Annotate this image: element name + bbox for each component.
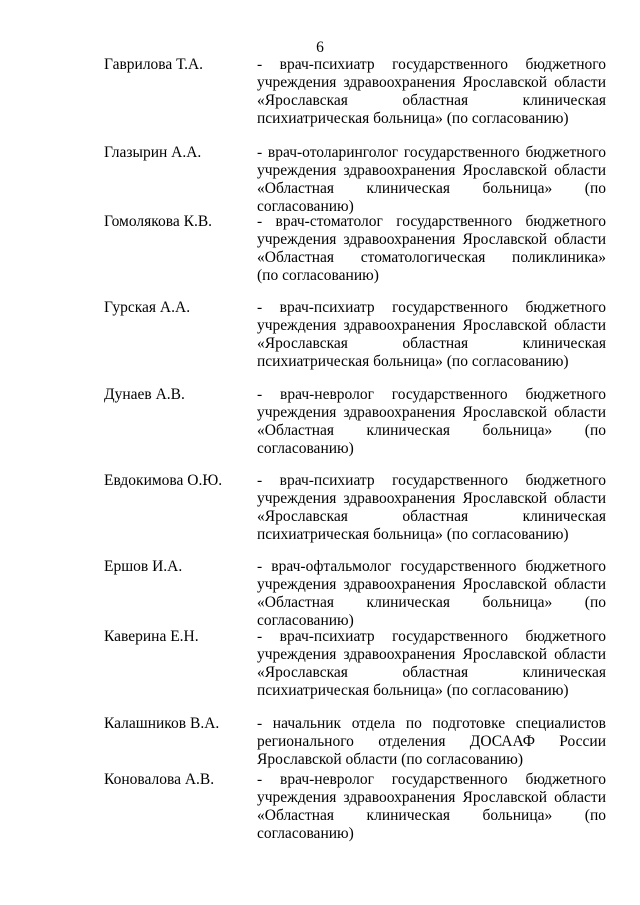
position-line: регионального отделения ДОСААФ России xyxy=(257,733,606,750)
position-line: учреждения здравоохранения Ярославской области xyxy=(257,231,606,248)
position-line: - врач-психиатр государственного бюджетного xyxy=(257,299,606,316)
position-line: Ярославской области (по согласованию) xyxy=(257,751,524,768)
member-name: Евдокимова О.Ю. xyxy=(104,472,223,489)
member-name: Коновалова А.В. xyxy=(104,771,215,788)
position-line: психиатрическая больница» (по согласованию) xyxy=(257,526,569,543)
position-line: «Областная клиническая больница» (по согласованию) xyxy=(257,594,606,629)
position-line: согласованию) xyxy=(257,440,354,457)
member-name: Каверина Е.Н. xyxy=(104,628,199,645)
position-line: - врач-офтальмолог государственного бюджетного xyxy=(257,558,606,575)
member-name: Калашников В.А. xyxy=(104,715,220,732)
member-position xyxy=(257,299,606,371)
position-line: - врач-психиатр государственного бюджетного xyxy=(257,628,606,645)
position-line: (по согласованию) xyxy=(257,267,379,284)
member-position xyxy=(257,771,606,843)
position-line: - врач-невролог государственного бюджетного xyxy=(257,771,606,788)
member-position xyxy=(257,386,606,458)
member-position xyxy=(257,715,606,769)
position-line: «Областная клиническая больница» (по xyxy=(257,422,606,439)
member-position xyxy=(257,213,606,285)
position-line: - врач-стоматолог государственного бюджетного xyxy=(257,213,606,230)
position-line: учреждения здравоохранения Ярославской области xyxy=(257,576,606,593)
member-name: Гаврилова Т.А. xyxy=(104,56,204,73)
position-line: учреждения здравоохранения Ярославской области xyxy=(257,74,606,91)
member-position xyxy=(257,144,606,215)
position-line: психиатрическая больница» (по согласованию) xyxy=(257,353,569,370)
position-line: учреждения здравоохранения Ярославской области xyxy=(257,490,606,507)
position-line: учреждения здравоохранения Ярославской области xyxy=(257,404,606,421)
member-position xyxy=(257,628,606,700)
position-line: «Ярославская областная клиническая xyxy=(257,664,606,681)
member-name: Ершов И.А. xyxy=(104,558,183,575)
member-name: Гомолякова К.В. xyxy=(104,213,213,230)
page-number: 6 xyxy=(316,39,324,56)
member-name: Дунаев А.В. xyxy=(104,386,185,403)
position-line: «Ярославская областная клиническая xyxy=(257,335,606,352)
position-line: «Областная клиническая больница» (по xyxy=(257,807,606,824)
position-line: учреждения здравоохранения Ярославской области xyxy=(257,789,606,806)
position-line: учреждения здравоохранения Ярославской области xyxy=(257,317,606,334)
member-name: Глазырин А.А. xyxy=(104,144,202,161)
position-line: «Ярославская областная клиническая xyxy=(257,92,606,109)
position-line: - врач-психиатр государственного бюджетного xyxy=(257,472,606,489)
position-line: «Областная стоматологическая поликлиника» xyxy=(257,249,606,266)
member-position xyxy=(257,472,606,544)
position-line: - врач-психиатр государственного бюджетного xyxy=(257,56,606,73)
position-line: психиатрическая больница» (по согласованию) xyxy=(257,682,569,699)
position-line: - врач-невролог государственного бюджетного xyxy=(257,386,606,403)
position-line: учреждения здравоохранения Ярославской области xyxy=(257,646,606,663)
position-line: учреждения здравоохранения Ярославской области xyxy=(257,162,606,179)
member-position xyxy=(257,56,606,128)
position-line: «Ярославская областная клиническая xyxy=(257,508,606,525)
position-line: - врач-отоларинголог государственного бюджетного xyxy=(257,144,606,161)
position-line: - начальник отдела по подготовке специалистов xyxy=(257,715,606,732)
member-name: Гурская А.А. xyxy=(104,299,191,316)
position-line: согласованию) xyxy=(257,825,354,842)
position-line: психиатрическая больница» (по согласованию) xyxy=(257,110,569,127)
member-position xyxy=(257,558,606,629)
position-line: «Областная клиническая больница» (по согласованию) xyxy=(257,180,606,215)
